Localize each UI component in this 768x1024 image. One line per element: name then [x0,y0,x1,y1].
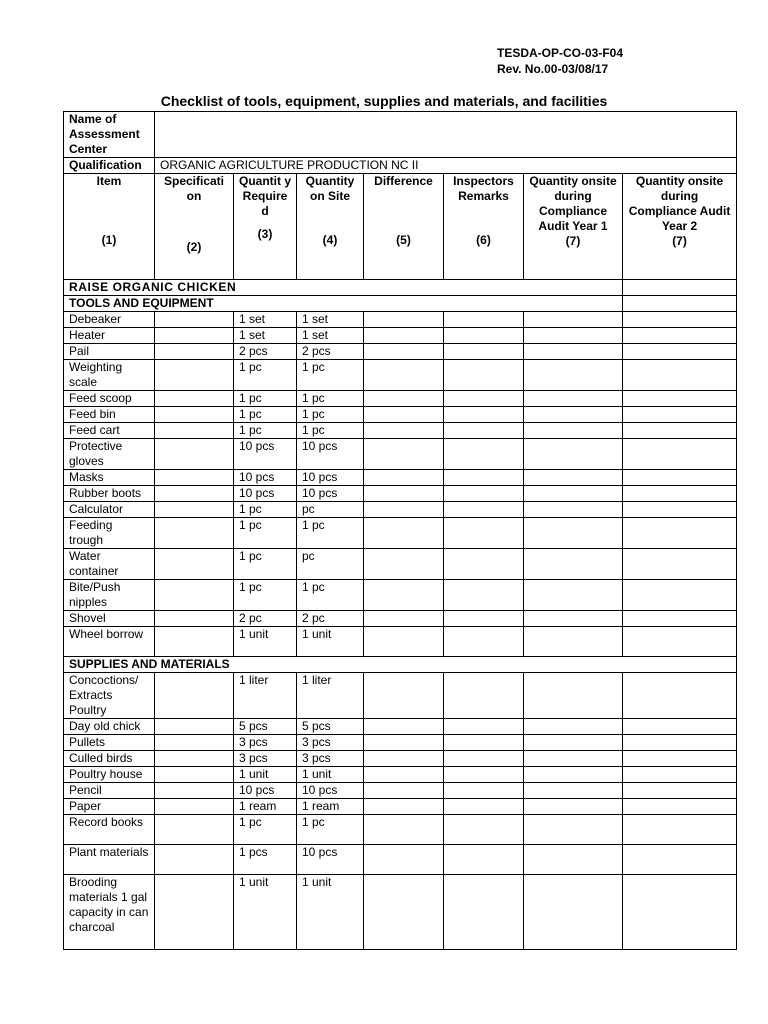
specification-cell[interactable] [155,423,234,439]
audit-year-2-cell[interactable] [623,751,737,767]
column-header-audit-year-1 [524,174,623,280]
item-name-cell: Brooding materials 1 gal capacity in can charcoal [64,875,155,950]
quantity-required-cell: 1 pc [234,423,297,439]
quantity-on-site-cell: 1 unit [297,767,364,783]
quantity-on-site-cell: 3 pcs [297,735,364,751]
difference-cell[interactable] [364,799,444,815]
qualification-value: ORGANIC AGRICULTURE PRODUCTION NC II [155,158,737,174]
quantity-required-cell: 5 pcs [234,719,297,735]
quantity-on-site-cell: 10 pcs [297,470,364,486]
section-cell [623,296,737,312]
specification-cell[interactable] [155,767,234,783]
inspectors-remarks-cell[interactable] [444,407,524,423]
specification-cell[interactable] [155,470,234,486]
quantity-required-cell: 3 pcs [234,751,297,767]
column-header-label: Specificati on [163,174,225,203]
difference-cell[interactable] [364,719,444,735]
audit-year-1-cell[interactable] [524,423,623,439]
inspectors-remarks-cell[interactable] [444,344,524,360]
audit-year-2-cell[interactable] [623,470,737,486]
audit-year-1-cell[interactable] [524,518,623,549]
quantity-on-site-cell: 1 pc [297,423,364,439]
item-name-cell: Wheel borrow [64,627,155,657]
inspectors-remarks-cell[interactable] [444,799,524,815]
difference-cell[interactable] [364,439,444,470]
audit-year-1-cell[interactable] [524,627,623,657]
specification-cell[interactable] [155,580,234,611]
column-header-number: (7) [565,234,581,248]
column-header-number: (3) [257,227,273,241]
audit-year-1-cell[interactable] [524,360,623,391]
specification-cell[interactable] [155,751,234,767]
audit-year-2-cell[interactable] [623,875,737,950]
specification-cell[interactable] [155,439,234,470]
quantity-on-site-cell: 1 liter [297,673,364,719]
audit-year-1-cell[interactable] [524,719,623,735]
quantity-on-site-cell: pc [297,549,364,580]
audit-year-2-cell[interactable] [623,407,737,423]
quantity-required-cell: 1 pc [234,549,297,580]
difference-cell[interactable] [364,423,444,439]
quantity-on-site-cell: 1 ream [297,799,364,815]
inspectors-remarks-cell[interactable] [444,627,524,657]
difference-cell[interactable] [364,845,444,875]
audit-year-1-cell[interactable] [524,815,623,845]
specification-cell[interactable] [155,845,234,875]
item-name-cell: Pencil [64,783,155,799]
item-name-cell: Protective gloves [64,439,155,470]
table-row [64,549,737,580]
table-row [64,673,737,719]
table-row [64,518,737,549]
specification-cell[interactable] [155,391,234,407]
inspectors-remarks-cell[interactable] [444,360,524,391]
quantity-required-cell: 1 unit [234,627,297,657]
column-header-number: (6) [476,233,491,247]
table-row [64,845,737,875]
column-header-number: (4) [322,233,338,247]
inspectors-remarks-cell[interactable] [444,470,524,486]
column-header-inspectors-remarks [444,174,524,280]
item-name-cell: Masks [64,470,155,486]
quantity-on-site-cell: 10 pcs [297,783,364,799]
specification-cell[interactable] [155,344,234,360]
audit-year-1-cell[interactable] [524,799,623,815]
audit-year-1-cell[interactable] [524,673,623,719]
audit-year-2-cell[interactable] [623,360,737,391]
audit-year-1-cell[interactable] [524,344,623,360]
table-row [64,627,737,657]
item-name-cell: Day old chick [64,719,155,735]
quantity-required-cell: 10 pcs [234,783,297,799]
table-row [64,751,737,767]
column-header-quantity-on-site [297,174,364,280]
item-name-cell: Pail [64,344,155,360]
item-name-cell: Culled birds [64,751,155,767]
inspectors-remarks-cell[interactable] [444,391,524,407]
item-name-cell: Plant materials [64,845,155,875]
table-row [64,312,737,328]
revision-number: Rev. No.00-03/08/17 [497,62,609,76]
column-header-row [64,174,737,280]
quantity-required-cell: 10 pcs [234,486,297,502]
quantity-required-cell: 2 pc [234,611,297,627]
audit-year-2-cell[interactable] [623,344,737,360]
specification-cell[interactable] [155,328,234,344]
specification-cell[interactable] [155,783,234,799]
table-row [64,875,737,950]
audit-year-2-cell[interactable] [623,580,737,611]
quantity-on-site-cell: 1 set [297,312,364,328]
audit-year-1-cell[interactable] [524,611,623,627]
difference-cell[interactable] [364,391,444,407]
difference-cell[interactable] [364,518,444,549]
section-title: RAISE ORGANIC CHICKEN [64,280,623,296]
table-row [64,611,737,627]
item-name-cell: Bite/Push nipples [64,580,155,611]
difference-cell[interactable] [364,815,444,845]
item-name-cell: Paper [64,799,155,815]
quantity-on-site-cell: 10 pcs [297,845,364,875]
audit-year-1-cell[interactable] [524,875,623,950]
inspectors-remarks-cell[interactable] [444,845,524,875]
audit-year-1-cell[interactable] [524,767,623,783]
document-code [497,45,623,77]
specification-cell[interactable] [155,719,234,735]
column-header-label: Item [96,174,122,188]
audit-year-2-cell[interactable] [623,328,737,344]
audit-year-1-cell[interactable] [524,751,623,767]
section-raise-organic-chicken [64,280,737,296]
table-row [64,391,737,407]
item-name-cell: Feed scoop [64,391,155,407]
inspectors-remarks-cell[interactable] [444,783,524,799]
inspectors-remarks-cell[interactable] [444,767,524,783]
difference-cell[interactable] [364,875,444,950]
inspectors-remarks-cell[interactable] [444,751,524,767]
audit-year-2-cell[interactable] [623,815,737,845]
inspectors-remarks-cell[interactable] [444,312,524,328]
specification-cell[interactable] [155,815,234,845]
quantity-required-cell: 1 set [234,312,297,328]
qualification-row [64,158,737,174]
audit-year-1-cell[interactable] [524,439,623,470]
section-tools-and-equipment [64,296,737,312]
audit-year-1-cell[interactable] [524,783,623,799]
quantity-on-site-cell: 3 pcs [297,751,364,767]
audit-year-2-cell[interactable] [623,799,737,815]
inspectors-remarks-cell[interactable] [444,580,524,611]
quantity-required-cell: 1 pc [234,815,297,845]
quantity-on-site-cell: 1 pc [297,360,364,391]
table-row [64,735,737,751]
table-row [64,470,737,486]
table-row [64,580,737,611]
item-name-cell: Feeding trough [64,518,155,549]
audit-year-2-cell[interactable] [623,783,737,799]
item-name-cell: Calculator [64,502,155,518]
quantity-on-site-cell: 1 unit [297,875,364,950]
quantity-on-site-cell: pc [297,502,364,518]
difference-cell[interactable] [364,470,444,486]
table-row [64,423,737,439]
page-title: Checklist of tools, equipment, supplies and materials, and facilities [160,93,608,109]
difference-cell[interactable] [364,673,444,719]
table-row [64,407,737,423]
specification-cell[interactable] [155,360,234,391]
item-name-cell: Shovel [64,611,155,627]
specification-cell[interactable] [155,518,234,549]
inspectors-remarks-cell[interactable] [444,875,524,950]
audit-year-2-cell[interactable] [623,391,737,407]
quantity-on-site-cell: 2 pcs [297,344,364,360]
column-header-number: (1) [101,233,117,247]
difference-cell[interactable] [364,502,444,518]
quantity-required-cell: 1 unit [234,875,297,950]
table-row [64,328,737,344]
quantity-required-cell: 1 set [234,328,297,344]
quantity-required-cell: 10 pcs [234,470,297,486]
specification-cell[interactable] [155,673,234,719]
checklist-table [63,111,737,950]
column-header-specification [155,174,234,280]
difference-cell[interactable] [364,580,444,611]
specification-cell[interactable] [155,312,234,328]
difference-cell[interactable] [364,751,444,767]
section-cell [623,280,737,296]
quantity-on-site-cell: 1 pc [297,518,364,549]
item-name-cell: Water container [64,549,155,580]
audit-year-1-cell[interactable] [524,502,623,518]
specification-cell[interactable] [155,735,234,751]
audit-year-2-cell[interactable] [623,423,737,439]
specification-cell[interactable] [155,627,234,657]
item-name-cell: Debeaker [64,312,155,328]
difference-cell[interactable] [364,549,444,580]
audit-year-2-cell[interactable] [623,719,737,735]
audit-year-2-cell[interactable] [623,312,737,328]
inspectors-remarks-cell[interactable] [444,423,524,439]
table-row [64,783,737,799]
specification-cell[interactable] [155,549,234,580]
difference-cell[interactable] [364,735,444,751]
specification-cell[interactable] [155,486,234,502]
section-supplies-and-materials [64,657,737,673]
difference-cell[interactable] [364,783,444,799]
table-row [64,815,737,845]
audit-year-1-cell[interactable] [524,580,623,611]
column-header-number: (5) [396,233,411,247]
audit-year-2-cell[interactable] [623,518,737,549]
audit-year-2-cell[interactable] [623,627,737,657]
form-number: TESDA-OP-CO-03-F04 [497,46,624,60]
audit-year-1-cell[interactable] [524,486,623,502]
audit-year-2-cell[interactable] [623,767,737,783]
inspectors-remarks-cell[interactable] [444,549,524,580]
specification-cell[interactable] [155,407,234,423]
table-row [64,502,737,518]
column-header-difference [364,174,444,280]
assessment-center-row [64,112,737,158]
quantity-required-cell: 2 pcs [234,344,297,360]
column-header-label: Inspectors Remarks [453,174,514,203]
quantity-on-site-cell: 5 pcs [297,719,364,735]
difference-cell[interactable] [364,627,444,657]
item-name-cell: Concoctions/ Extracts Poultry [64,673,155,719]
column-header-label: Quantit y Require d [239,174,292,218]
quantity-on-site-cell: 10 pcs [297,486,364,502]
audit-year-2-cell[interactable] [623,673,737,719]
quantity-required-cell: 1 pcs [234,845,297,875]
table-row [64,486,737,502]
inspectors-remarks-cell[interactable] [444,735,524,751]
qualification-label: Qualification [64,158,155,174]
difference-cell[interactable] [364,328,444,344]
audit-year-2-cell[interactable] [623,735,737,751]
inspectors-remarks-cell[interactable] [444,673,524,719]
table-row [64,799,737,815]
audit-year-1-cell[interactable] [524,312,623,328]
quantity-required-cell: 1 liter [234,673,297,719]
assessment-center-value[interactable] [155,112,737,158]
quantity-on-site-cell: 2 pc [297,611,364,627]
audit-year-1-cell[interactable] [524,549,623,580]
quantity-on-site-cell: 1 pc [297,580,364,611]
audit-year-1-cell[interactable] [524,391,623,407]
quantity-on-site-cell: 1 set [297,328,364,344]
audit-year-1-cell[interactable] [524,407,623,423]
column-header-quantity-required [234,174,297,280]
audit-year-2-cell[interactable] [623,502,737,518]
column-header-label: Quantity onsite during Compliance Audit Year 2 [628,174,731,233]
quantity-on-site-cell: 1 pc [297,391,364,407]
inspectors-remarks-cell[interactable] [444,486,524,502]
table-row [64,767,737,783]
item-name-cell: Rubber boots [64,486,155,502]
difference-cell[interactable] [364,344,444,360]
audit-year-2-cell[interactable] [623,439,737,470]
audit-year-1-cell[interactable] [524,845,623,875]
quantity-required-cell: 1 pc [234,360,297,391]
section-title: SUPPLIES AND MATERIALS [64,657,737,673]
difference-cell[interactable] [364,312,444,328]
audit-year-1-cell[interactable] [524,470,623,486]
item-name-cell: Record books [64,815,155,845]
inspectors-remarks-cell[interactable] [444,328,524,344]
column-header-label: Quantity on Site [305,174,355,203]
column-header-number: (2) [186,240,202,254]
inspectors-remarks-cell[interactable] [444,719,524,735]
table-row [64,719,737,735]
inspectors-remarks-cell[interactable] [444,502,524,518]
audit-year-1-cell[interactable] [524,328,623,344]
item-name-cell: Feed bin [64,407,155,423]
audit-year-2-cell[interactable] [623,845,737,875]
quantity-required-cell: 1 ream [234,799,297,815]
inspectors-remarks-cell[interactable] [444,518,524,549]
quantity-required-cell: 1 pc [234,502,297,518]
item-name-cell: Feed cart [64,423,155,439]
quantity-on-site-cell: 1 pc [297,407,364,423]
quantity-on-site-cell: 10 pcs [297,439,364,470]
quantity-required-cell: 1 pc [234,407,297,423]
specification-cell[interactable] [155,502,234,518]
table-row [64,360,737,391]
column-header-number: (7) [672,234,687,248]
column-header-item [64,174,155,280]
item-name-cell: Heater [64,328,155,344]
inspectors-remarks-cell[interactable] [444,611,524,627]
specification-cell[interactable] [155,799,234,815]
inspectors-remarks-cell[interactable] [444,815,524,845]
difference-cell[interactable] [364,486,444,502]
inspectors-remarks-cell[interactable] [444,439,524,470]
quantity-required-cell: 10 pcs [234,439,297,470]
difference-cell[interactable] [364,360,444,391]
audit-year-2-cell[interactable] [623,611,737,627]
specification-cell[interactable] [155,611,234,627]
quantity-on-site-cell: 1 pc [297,815,364,845]
column-header-audit-year-2 [623,174,737,280]
column-header-label: Quantity onsite during Compliance Audit Year 1 [529,174,617,233]
audit-year-2-cell[interactable] [623,549,737,580]
quantity-on-site-cell: 1 unit [297,627,364,657]
difference-cell[interactable] [364,611,444,627]
audit-year-1-cell[interactable] [524,735,623,751]
audit-year-2-cell[interactable] [623,486,737,502]
difference-cell[interactable] [364,407,444,423]
assessment-center-label: Name of Assessment Center [64,112,155,158]
column-header-label: Difference [374,174,433,188]
difference-cell[interactable] [364,767,444,783]
quantity-required-cell: 1 pc [234,580,297,611]
item-name-cell: Poultry house [64,767,155,783]
table-row [64,439,737,470]
quantity-required-cell: 1 unit [234,767,297,783]
section-title: TOOLS AND EQUIPMENT [64,296,623,312]
quantity-required-cell: 1 pc [234,518,297,549]
specification-cell[interactable] [155,875,234,950]
item-name-cell: Pullets [64,735,155,751]
quantity-required-cell: 3 pcs [234,735,297,751]
quantity-required-cell: 1 pc [234,391,297,407]
item-name-cell: Weighting scale [64,360,155,391]
table-row [64,344,737,360]
